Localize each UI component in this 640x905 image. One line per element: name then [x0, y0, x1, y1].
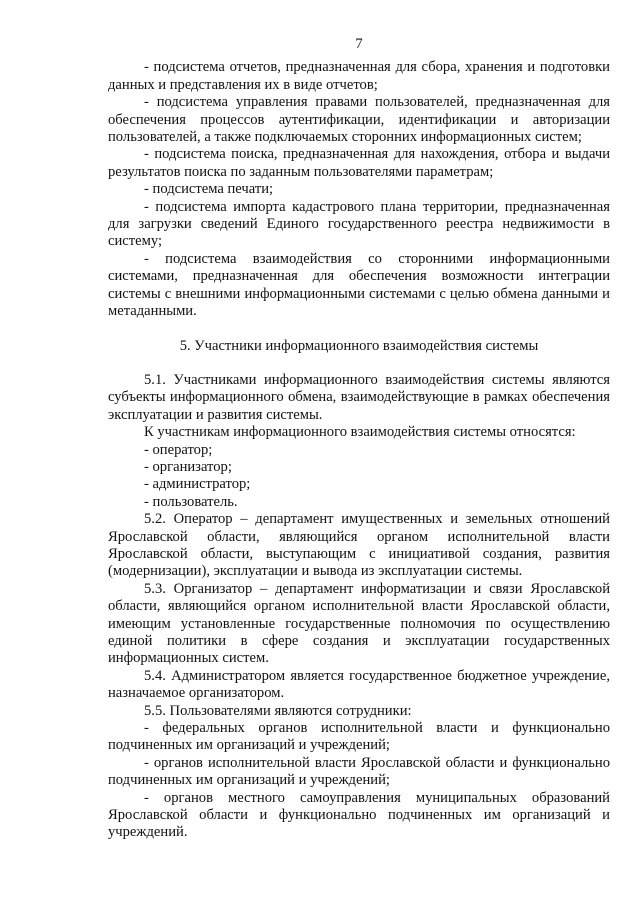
list-item: - федеральных органов исполнительной власти и функционально подчиненных им организаций и учреждений;: [108, 720, 610, 754]
list-item: - органов местного самоуправления муниципальных образований Ярославской области и функционально подчиненных им организаций и учреждений.: [108, 789, 610, 841]
paragraph-5-3: 5.3. Организатор – департамент информатизации и связи Ярославской области, являющийся органом исполнительной власти Ярославской области, имеющим установленные государственные полномочия по осуществлению единой политики в сфере создания и эксплуатации государственных информационных систем.: [108, 580, 610, 667]
list-item: - подсистема отчетов, предназначенная для сбора, хранения и подготовки данных и представления их в виде отчетов;: [108, 59, 610, 93]
page-number: 7: [355, 36, 363, 52]
list-item: - подсистема печати;: [144, 181, 274, 198]
list-item: - подсистема поиска, предназначенная для нахождения, отбора и выдачи результатов поиска по заданным пользователями параметрам;: [108, 146, 610, 180]
list-item: - администратор;: [144, 476, 251, 493]
section-body: [108, 372, 610, 842]
section-heading: 5. Участники информационного взаимодействия системы: [179, 337, 539, 354]
list-item: - подсистема управления правами пользователей, предназначенная для обеспечения процессов аутентификации, идентификации и авторизации пользователей, а также подключаемых сторонних информационных систем;: [108, 94, 610, 146]
participants-intro: К участникам информационного взаимодействия системы относятся:: [144, 424, 576, 441]
subsystems-list: [108, 59, 610, 320]
list-item: - подсистема импорта кадастрового плана территории, предназначенная для загрузки сведений Единого государственного реестра недвижимости в систему;: [108, 198, 610, 250]
list-item: - подсистема взаимодействия со сторонними информационными системами, предназначенная для обеспечения возможности интеграции системы с внешними информационными системами с целью обмена данными и метаданными.: [108, 250, 610, 320]
paragraph-5-1: 5.1. Участниками информационного взаимодействия системы являются субъекты информационного обмена, взаимодействующие в рамках обеспечения эксплуатации и развития системы.: [108, 371, 610, 423]
paragraph-5-4: 5.4. Администратором является государственное бюджетное учреждение, назначаемое организатором.: [108, 667, 610, 702]
list-item: - оператор;: [144, 441, 213, 458]
paragraph-5-5: 5.5. Пользователями являются сотрудники:: [144, 702, 412, 719]
list-item: - органов исполнительной власти Ярославской области и функционально подчиненных им организаций и учреждений;: [108, 754, 610, 789]
list-item: - организатор;: [144, 458, 232, 475]
document-page: [108, 36, 610, 842]
list-item: - пользователь.: [144, 493, 238, 510]
paragraph-5-2: 5.2. Оператор – департамент имущественных и земельных отношений Ярославской области, являющийся органом исполнительной власти Ярославской области, выступающим с инициативой создания, развития (модернизации), эксплуатации и вывода из эксплуатации системы.: [108, 511, 610, 580]
